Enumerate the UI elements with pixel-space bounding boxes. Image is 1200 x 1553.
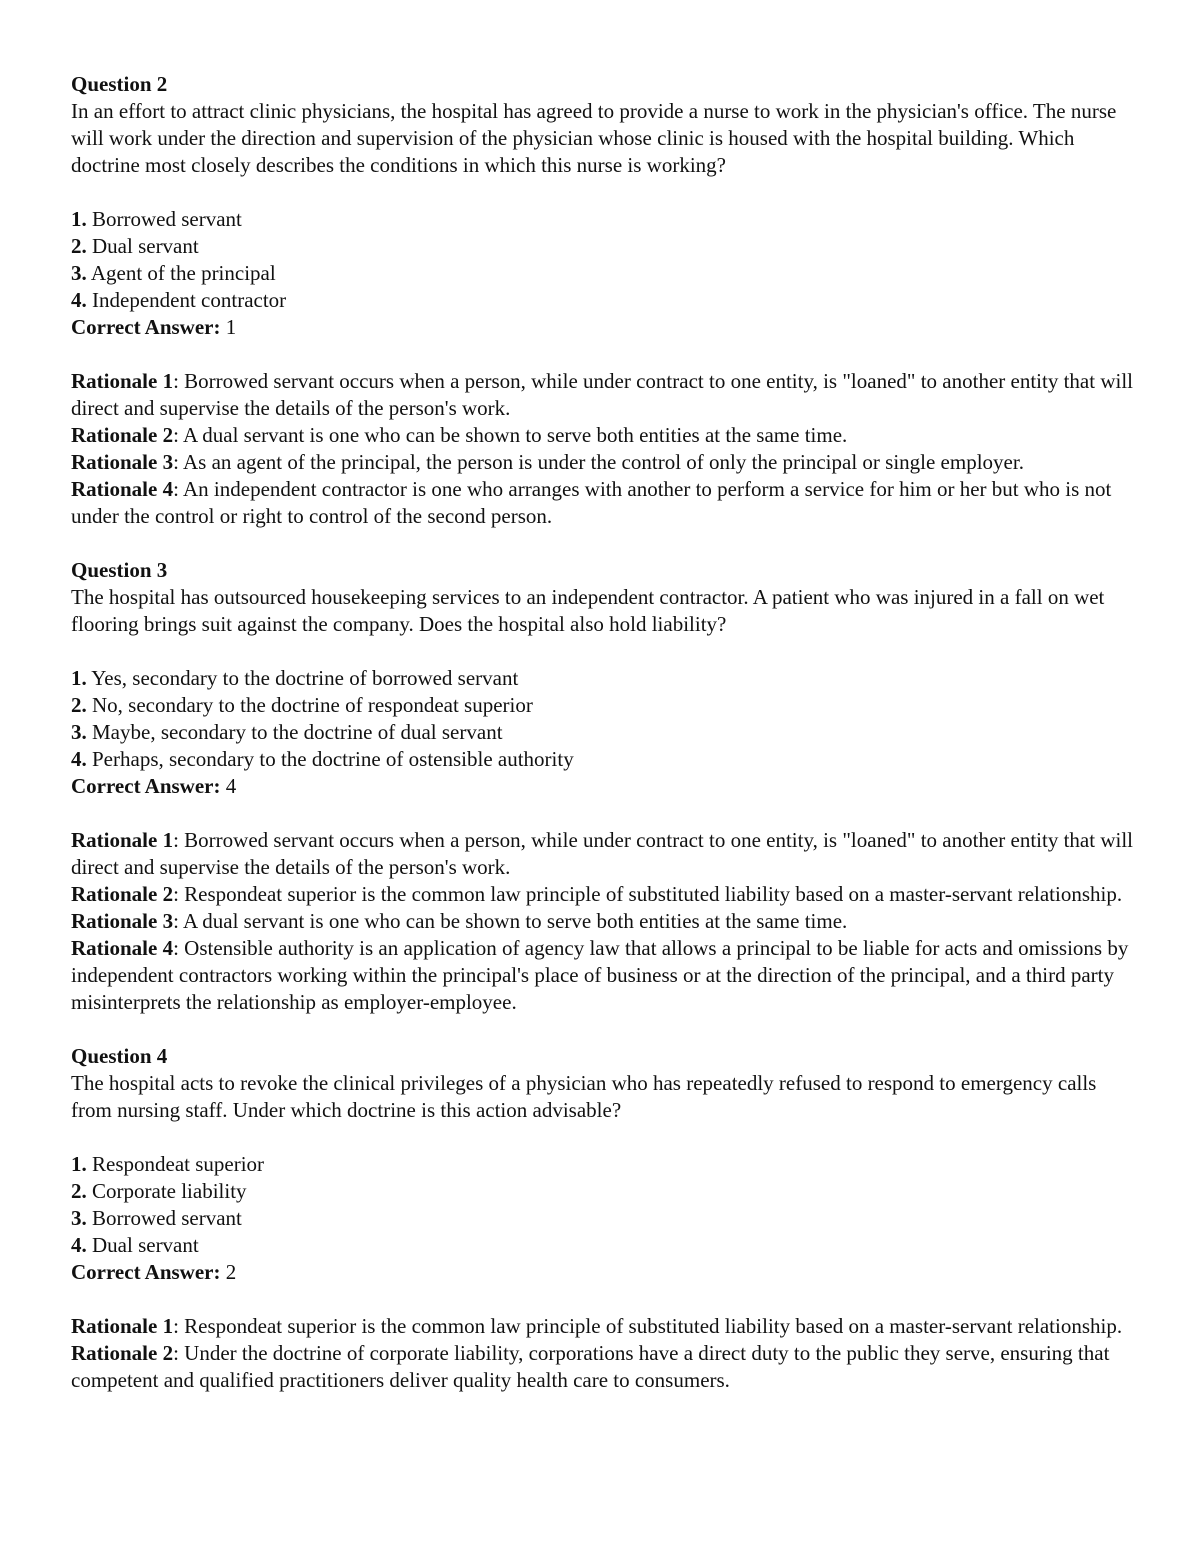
- rationale-label: Rationale 4: [71, 477, 174, 501]
- option-number: 3.: [71, 1206, 87, 1230]
- option-number: 2.: [71, 693, 87, 717]
- rationales-list: [71, 368, 1141, 530]
- option-text: Maybe, secondary to the doctrine of dual servant: [92, 720, 503, 744]
- option-number: 4.: [71, 1233, 87, 1257]
- rationale-label: Rationale 1: [71, 828, 174, 852]
- question-title: Question 2: [71, 72, 168, 96]
- question-text: The hospital has outsourced housekeeping services to an independent contractor. A patient who was injured in a fall on wet flooring brings suit against the company. Does the hospital also hold liability?: [71, 585, 1105, 636]
- correct-answer: [71, 314, 1141, 341]
- option-item: [71, 692, 1141, 719]
- question-text: In an effort to attract clinic physicians, the hospital has agreed to provide a nurse to work in the physician's office. The nurse will work under the direction and supervision of the physician whose clinic is housed with the hospital building. Which doctrine most closely describes the conditions in which this nurse is working?: [71, 99, 1117, 177]
- option-number: 2.: [71, 234, 87, 258]
- option-text: Dual servant: [92, 234, 199, 258]
- rationale-text: : Under the doctrine of corporate liability, corporations have a direct duty to the public they serve, ensuring that competent and qualified practitioners deliver quality health care to consumers.: [71, 1341, 1110, 1392]
- rationale-item: [71, 935, 1141, 1016]
- option-item: [71, 1151, 1141, 1178]
- question-block: [71, 557, 1141, 1016]
- option-item: [71, 1178, 1141, 1205]
- rationale-label: Rationale 2: [71, 1341, 174, 1365]
- option-number: 2.: [71, 1179, 87, 1203]
- option-item: [71, 1232, 1141, 1259]
- correct-answer-label: Correct Answer:: [71, 315, 221, 339]
- rationale-item: [71, 908, 1141, 935]
- rationale-label: Rationale 1: [71, 1314, 174, 1338]
- option-item: [71, 1205, 1141, 1232]
- option-number: 3.: [71, 720, 87, 744]
- options-list: [71, 1151, 1141, 1286]
- option-number: 4.: [71, 747, 87, 771]
- rationale-text: : Borrowed servant occurs when a person, while under contract to one entity, is "loaned" to another entity that will direct and supervise the details of the person's work.: [71, 369, 1134, 420]
- option-text: Agent of the principal: [90, 261, 276, 285]
- rationale-label: Rationale 3: [71, 909, 174, 933]
- rationale-text: : Respondeat superior is the common law principle of substituted liability based on a master-servant relationship.: [173, 882, 1123, 906]
- rationale-text: : Ostensible authority is an application of agency law that allows a principal to be liable for acts and omissions by independent contractors working within the principal's place of business or at the direction of the principal, and a third party misinterprets the relationship as employer-employee.: [71, 936, 1129, 1014]
- option-item: [71, 287, 1141, 314]
- option-number: 1.: [71, 1152, 87, 1176]
- correct-answer-value: 4: [225, 774, 237, 798]
- question-block: [71, 1043, 1141, 1394]
- question-title: Question 4: [71, 1044, 168, 1068]
- option-text: Perhaps, secondary to the doctrine of ostensible authority: [92, 747, 574, 771]
- option-text: Borrowed servant: [92, 1206, 242, 1230]
- option-number: 3.: [71, 261, 87, 285]
- rationale-text: : Borrowed servant occurs when a person, while under contract to one entity, is "loaned" to another entity that will direct and supervise the details of the person's work.: [71, 828, 1134, 879]
- option-item: [71, 206, 1141, 233]
- correct-answer-label: Correct Answer:: [71, 774, 221, 798]
- rationale-item: [71, 1313, 1141, 1340]
- rationale-label: Rationale 3: [71, 450, 174, 474]
- rationale-text: : Respondeat superior is the common law principle of substituted liability based on a master-servant relationship.: [173, 1314, 1123, 1338]
- rationale-text: : A dual servant is one who can be shown to serve both entities at the same time.: [173, 423, 848, 447]
- option-number: 1.: [71, 666, 87, 690]
- rationale-item: [71, 449, 1141, 476]
- option-text: Borrowed servant: [92, 207, 242, 231]
- option-item: [71, 665, 1141, 692]
- rationale-label: Rationale 2: [71, 882, 174, 906]
- option-item: [71, 260, 1141, 287]
- correct-answer-value: 2: [225, 1260, 237, 1284]
- option-number: 4.: [71, 288, 87, 312]
- option-item: [71, 719, 1141, 746]
- rationale-item: [71, 881, 1141, 908]
- question-text: The hospital acts to revoke the clinical privileges of a physician who has repeatedly refused to respond to emergency calls from nursing staff. Under which doctrine is this action advisable?: [71, 1071, 1097, 1122]
- option-number: 1.: [71, 207, 87, 231]
- rationales-list: [71, 1313, 1141, 1394]
- option-item: [71, 233, 1141, 260]
- rationales-list: [71, 827, 1141, 1016]
- rationale-text: : An independent contractor is one who arranges with another to perform a service for him or her but who is not under the control or right to control of the second person.: [71, 477, 1112, 528]
- rationale-label: Rationale 2: [71, 423, 174, 447]
- correct-answer: [71, 773, 1141, 800]
- rationale-item: [71, 422, 1141, 449]
- document-page: [71, 71, 1141, 1421]
- rationale-item: [71, 368, 1141, 422]
- option-text: Dual servant: [92, 1233, 199, 1257]
- rationale-text: : As an agent of the principal, the person is under the control of only the principal or single employer.: [173, 450, 1024, 474]
- option-text: Corporate liability: [92, 1179, 247, 1203]
- option-item: [71, 746, 1141, 773]
- rationale-item: [71, 827, 1141, 881]
- options-list: [71, 665, 1141, 800]
- question-block: [71, 71, 1141, 530]
- option-text: Respondeat superior: [92, 1152, 265, 1176]
- options-list: [71, 206, 1141, 341]
- rationale-text: : A dual servant is one who can be shown to serve both entities at the same time.: [173, 909, 848, 933]
- option-text: Yes, secondary to the doctrine of borrowed servant: [91, 666, 519, 690]
- rationale-item: [71, 476, 1141, 530]
- rationale-label: Rationale 4: [71, 936, 174, 960]
- rationale-item: [71, 1340, 1141, 1394]
- correct-answer-value: 1: [225, 315, 237, 339]
- correct-answer-label: Correct Answer:: [71, 1260, 221, 1284]
- question-title: Question 3: [71, 558, 168, 582]
- option-text: No, secondary to the doctrine of respondeat superior: [92, 693, 533, 717]
- correct-answer: [71, 1259, 1141, 1286]
- rationale-label: Rationale 1: [71, 369, 174, 393]
- option-text: Independent contractor: [92, 288, 287, 312]
